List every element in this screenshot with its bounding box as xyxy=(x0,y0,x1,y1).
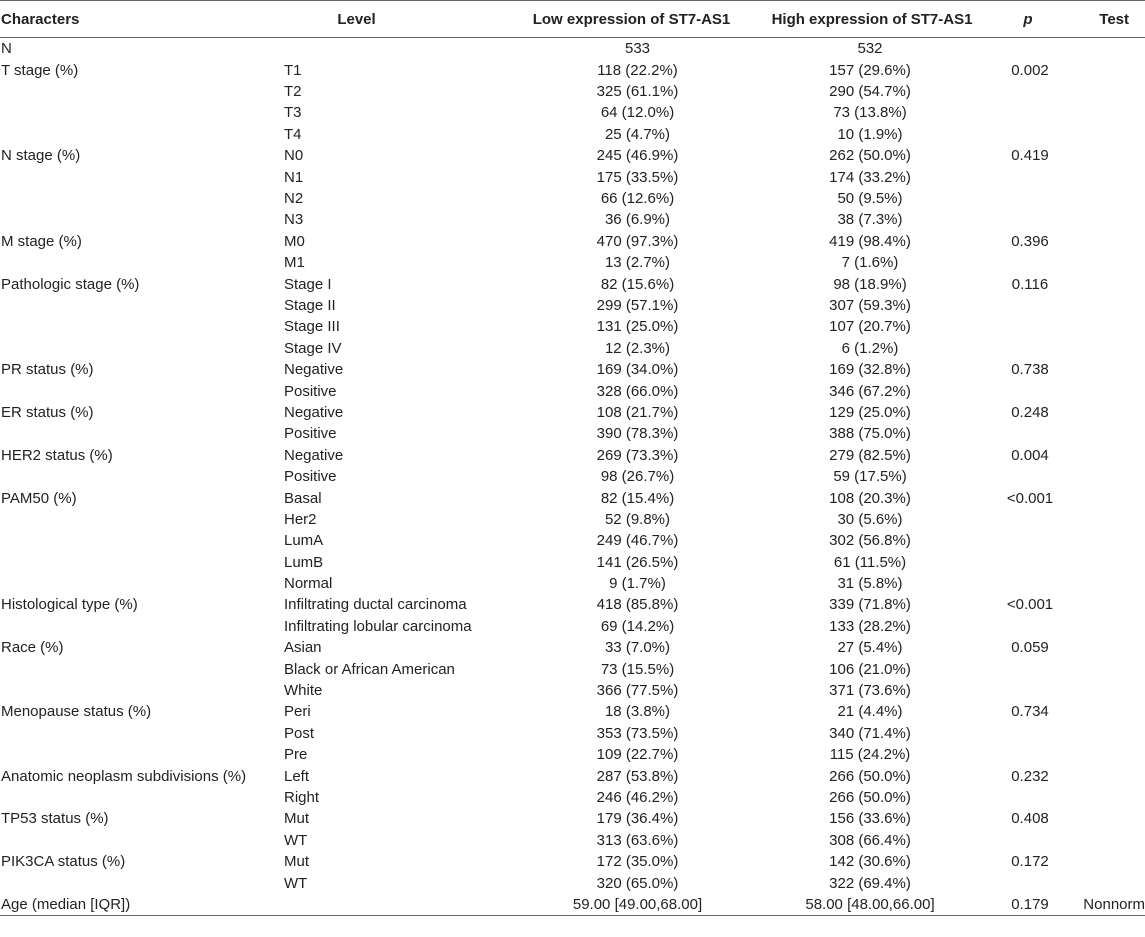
cell-level: M0 xyxy=(284,232,305,250)
cell-characters xyxy=(0,295,283,316)
cell-level: Stage II xyxy=(284,296,336,314)
cell-level: LumB xyxy=(284,553,324,571)
cell-p-value: 0.004 xyxy=(1011,446,1049,464)
cell-characters: HER2 status (%) xyxy=(1,446,113,464)
cell-low-expression: 533 xyxy=(624,40,651,58)
cell-p-value xyxy=(987,316,1069,337)
cell-test xyxy=(1069,124,1145,145)
cell-p-value xyxy=(987,209,1069,230)
cell-test xyxy=(1069,402,1145,423)
table-row xyxy=(0,701,1145,722)
cell-test xyxy=(1069,209,1145,230)
cell-characters xyxy=(0,124,283,145)
cell-characters: M stage (%) xyxy=(1,232,82,250)
table-row xyxy=(0,765,1145,786)
cell-p-value xyxy=(987,551,1069,572)
cell-test xyxy=(1069,102,1145,123)
cell-test xyxy=(1069,466,1145,487)
table-row xyxy=(0,594,1145,615)
cell-level: Negative xyxy=(284,403,344,421)
table-row xyxy=(0,124,1145,145)
cell-high-expression: 10 (1.9%) xyxy=(837,125,903,143)
cell-level: Pre xyxy=(284,746,308,764)
cell-level: Normal xyxy=(284,575,333,593)
cell-level: Positive xyxy=(284,382,337,400)
cell-level: Infiltrating ductal carcinoma xyxy=(284,596,467,614)
table-row xyxy=(0,509,1145,530)
cell-test xyxy=(1069,188,1145,209)
cell-high-expression: 156 (33.6%) xyxy=(829,810,911,828)
cell-low-expression: 299 (57.1%) xyxy=(596,296,679,314)
cell-test xyxy=(1069,701,1145,722)
cell-high-expression: 307 (59.3%) xyxy=(829,296,911,314)
cell-low-expression: 287 (53.8%) xyxy=(596,767,679,785)
cell-test xyxy=(1069,38,1145,60)
cell-level: WT xyxy=(284,874,308,892)
cell-test xyxy=(1069,851,1145,872)
table-row xyxy=(0,787,1145,808)
cell-test xyxy=(1069,252,1145,273)
cell-test xyxy=(1069,830,1145,851)
cell-test xyxy=(1069,616,1145,637)
cell-low-expression: 175 (33.5%) xyxy=(596,168,679,186)
table-row xyxy=(0,209,1145,230)
cell-low-expression: 118 (22.2%) xyxy=(597,61,678,79)
cell-level: N1 xyxy=(284,168,304,186)
cell-test xyxy=(1069,81,1145,102)
table-row xyxy=(0,380,1145,401)
cell-test xyxy=(1069,145,1145,166)
cell-characters xyxy=(0,423,283,444)
table-row xyxy=(0,102,1145,123)
cell-p-value: 0.419 xyxy=(1011,147,1049,165)
cell-low-expression: 13 (2.7%) xyxy=(604,254,671,272)
cell-low-expression: 109 (22.7%) xyxy=(596,746,679,764)
cell-p-value xyxy=(987,872,1069,893)
cell-level: Mut xyxy=(284,853,310,871)
cell-high-expression: 371 (73.6%) xyxy=(829,682,911,700)
cell-high-expression: 106 (21.0%) xyxy=(829,660,911,678)
cell-p-value xyxy=(987,830,1069,851)
cell-characters xyxy=(0,573,283,594)
table-row xyxy=(0,38,1145,60)
cell-low-expression: 179 (36.4%) xyxy=(596,810,679,828)
cell-p-value: 0.232 xyxy=(1011,767,1049,785)
table-row xyxy=(0,872,1145,893)
cell-p-value: 0.738 xyxy=(1011,361,1049,379)
table-row xyxy=(0,551,1145,572)
cell-p-value: 0.179 xyxy=(987,894,1069,916)
cell-p-value xyxy=(987,680,1069,701)
cell-p-value xyxy=(987,38,1069,60)
cell-p-value xyxy=(987,530,1069,551)
cell-characters: Anatomic neoplasm subdivisions (%) xyxy=(1,767,247,785)
table-row xyxy=(0,316,1145,337)
cell-test xyxy=(1069,530,1145,551)
table-row xyxy=(0,723,1145,744)
table-row xyxy=(0,359,1145,380)
cell-low-expression: 169 (34.0%) xyxy=(596,361,679,379)
header-test: Test xyxy=(1069,1,1145,38)
cell-test xyxy=(1069,487,1145,508)
cell-characters xyxy=(0,252,283,273)
cell-characters xyxy=(0,380,283,401)
cell-high-expression: 262 (50.0%) xyxy=(829,147,911,165)
cell-low-expression: 82 (15.4%) xyxy=(600,489,675,507)
cell-test xyxy=(1069,316,1145,337)
cell-characters xyxy=(0,744,283,765)
header-characters: Characters xyxy=(0,1,283,38)
cell-test xyxy=(1069,787,1145,808)
cell-characters xyxy=(0,188,283,209)
cell-test xyxy=(1069,380,1145,401)
cell-characters xyxy=(0,551,283,572)
cell-test xyxy=(1069,680,1145,701)
cell-high-expression: 30 (5.6%) xyxy=(837,510,903,528)
cell-low-expression: 12 (2.3%) xyxy=(604,339,671,357)
cell-p-value: <0.001 xyxy=(1006,489,1054,507)
cell-high-expression: 322 (69.4%) xyxy=(829,874,911,892)
cell-test xyxy=(1069,744,1145,765)
cell-p-value xyxy=(987,466,1069,487)
cell-characters xyxy=(0,466,283,487)
cell-characters xyxy=(0,81,283,102)
table-row xyxy=(0,445,1145,466)
cell-characters xyxy=(0,723,283,744)
cell-test xyxy=(1069,808,1145,829)
cell-level: T4 xyxy=(284,125,302,143)
cell-level: Negative xyxy=(284,446,344,464)
cell-p-value xyxy=(987,616,1069,637)
cell-level: White xyxy=(284,682,323,700)
cell-high-expression: 31 (5.8%) xyxy=(837,575,903,593)
cell-low-expression: 52 (9.8%) xyxy=(604,510,671,528)
cell-p-value xyxy=(987,295,1069,316)
cell-high-expression: 98 (18.9%) xyxy=(833,275,907,293)
cell-high-expression: 339 (71.8%) xyxy=(829,596,911,614)
cell-high-expression: 7 (1.6%) xyxy=(841,254,899,272)
table-row xyxy=(0,145,1145,166)
cell-p-value xyxy=(987,423,1069,444)
cell-high-expression: 61 (11.5%) xyxy=(833,553,907,571)
table-row xyxy=(0,338,1145,359)
cell-low-expression: 108 (21.7%) xyxy=(596,403,679,421)
cell-test xyxy=(1069,359,1145,380)
cell-low-expression: 66 (12.6%) xyxy=(600,190,675,208)
cell-characters xyxy=(0,787,283,808)
cell-p-value: 0.059 xyxy=(1011,639,1049,657)
table-row xyxy=(0,573,1145,594)
cell-level: Black or African American xyxy=(284,660,455,678)
table-row xyxy=(0,830,1145,851)
header-row xyxy=(0,1,1145,38)
header-low-expression: Low expression of ST7-AS1 xyxy=(506,1,757,38)
cell-level: Basal xyxy=(284,489,322,507)
cell-low-expression: 366 (77.5%) xyxy=(596,682,679,700)
cell-high-expression: 50 (9.5%) xyxy=(837,190,903,208)
cell-low-expression: 325 (61.1%) xyxy=(596,83,679,101)
header-p-value: p xyxy=(987,1,1069,38)
cell-level: N2 xyxy=(284,190,304,208)
cell-characters xyxy=(0,338,283,359)
cell-test xyxy=(1069,637,1145,658)
cell-characters: T stage (%) xyxy=(1,61,79,79)
cell-p-value xyxy=(987,787,1069,808)
cell-high-expression: 27 (5.4%) xyxy=(837,639,903,657)
cell-characters: ER status (%) xyxy=(1,403,94,421)
cell-level: Peri xyxy=(284,703,311,721)
cell-test: Nonnorm xyxy=(1069,894,1145,916)
cell-low-expression: 9 (1.7%) xyxy=(609,575,666,593)
cell-low-expression: 141 (26.5%) xyxy=(596,553,679,571)
cell-characters xyxy=(0,530,283,551)
cell-level: Mut xyxy=(284,810,310,828)
cell-high-expression: 388 (75.0%) xyxy=(829,425,911,443)
cell-test xyxy=(1069,723,1145,744)
cell-low-expression: 353 (73.5%) xyxy=(596,724,679,742)
cell-high-expression: 532 xyxy=(857,40,883,58)
cell-characters xyxy=(0,209,283,230)
cell-characters xyxy=(0,316,283,337)
cell-high-expression: 58.00 [48.00,66.00] xyxy=(757,894,987,916)
cell-characters xyxy=(0,830,283,851)
cell-high-expression: 21 (4.4%) xyxy=(837,703,903,721)
cell-p-value: 0.408 xyxy=(1011,810,1049,828)
cell-high-expression: 266 (50.0%) xyxy=(829,788,911,806)
cell-p-value: 0.248 xyxy=(1011,403,1049,421)
cell-characters: TP53 status (%) xyxy=(1,810,109,828)
table-row xyxy=(0,188,1145,209)
cell-characters: Histological type (%) xyxy=(1,596,138,614)
cell-level: Infiltrating lobular carcinoma xyxy=(284,617,472,635)
cell-characters xyxy=(0,102,283,123)
cell-low-expression: 172 (35.0%) xyxy=(596,853,679,871)
cell-test xyxy=(1069,509,1145,530)
cell-characters: Race (%) xyxy=(1,639,64,657)
cell-low-expression: 36 (6.9%) xyxy=(604,211,671,229)
table-header xyxy=(0,1,1145,38)
cell-high-expression: 279 (82.5%) xyxy=(829,446,911,464)
cell-low-expression: 313 (63.6%) xyxy=(596,831,679,849)
cell-p-value: 0.002 xyxy=(1011,61,1049,79)
cell-test xyxy=(1069,551,1145,572)
cell-p-value xyxy=(987,166,1069,187)
cell-low-expression: 328 (66.0%) xyxy=(596,382,679,400)
cell-high-expression: 73 (13.8%) xyxy=(833,104,907,122)
cell-high-expression: 38 (7.3%) xyxy=(837,211,903,229)
cell-high-expression: 59 (17.5%) xyxy=(833,468,907,486)
table-row xyxy=(0,252,1145,273)
cell-high-expression: 6 (1.2%) xyxy=(841,339,899,357)
table-row xyxy=(0,487,1145,508)
cell-p-value xyxy=(987,658,1069,679)
cell-level: Right xyxy=(284,788,320,806)
cell-level: Her2 xyxy=(284,510,317,528)
cell-low-expression: 25 (4.7%) xyxy=(604,125,671,143)
cell-level: T3 xyxy=(284,104,302,122)
cell-level: M1 xyxy=(284,254,305,272)
cell-level: Post xyxy=(284,724,315,742)
table-row xyxy=(0,60,1145,81)
table-row xyxy=(0,423,1145,444)
cell-level: Stage I xyxy=(284,275,332,293)
cell-characters: N xyxy=(1,40,12,58)
cell-high-expression: 266 (50.0%) xyxy=(829,767,911,785)
cell-level xyxy=(283,38,506,60)
table-row xyxy=(0,530,1145,551)
table-row xyxy=(0,231,1145,252)
cell-low-expression: 98 (26.7%) xyxy=(600,468,675,486)
cell-level: WT xyxy=(284,831,308,849)
cell-p-value: <0.001 xyxy=(1006,596,1054,614)
cell-test xyxy=(1069,445,1145,466)
cell-level: N0 xyxy=(284,147,304,165)
cell-test xyxy=(1069,295,1145,316)
cell-high-expression: 169 (32.8%) xyxy=(829,361,911,379)
cell-high-expression: 308 (66.4%) xyxy=(829,831,911,849)
cell-characters xyxy=(0,680,283,701)
cell-level: Stage IV xyxy=(284,339,342,357)
cell-low-expression: 269 (73.3%) xyxy=(596,446,679,464)
cell-level: Asian xyxy=(284,639,322,657)
cell-characters: PIK3CA status (%) xyxy=(1,853,126,871)
cell-characters xyxy=(0,616,283,637)
cell-level: Stage III xyxy=(284,318,340,336)
cell-level: Negative xyxy=(284,361,344,379)
cell-low-expression: 33 (7.0%) xyxy=(604,639,671,657)
cell-test xyxy=(1069,423,1145,444)
cell-p-value xyxy=(987,188,1069,209)
cell-level: Left xyxy=(284,767,310,785)
table-row xyxy=(0,744,1145,765)
cell-low-expression: 131 (25.0%) xyxy=(596,318,679,336)
cell-low-expression: 418 (85.8%) xyxy=(596,596,679,614)
cell-test xyxy=(1069,338,1145,359)
cell-level: Positive xyxy=(284,468,337,486)
cell-high-expression: 133 (28.2%) xyxy=(829,617,911,635)
cell-p-value xyxy=(987,252,1069,273)
cell-high-expression: 302 (56.8%) xyxy=(829,532,911,550)
cell-low-expression: 18 (3.8%) xyxy=(604,703,671,721)
cell-test xyxy=(1069,658,1145,679)
table-row xyxy=(0,808,1145,829)
table-row xyxy=(0,851,1145,872)
cell-characters xyxy=(0,658,283,679)
table-row xyxy=(0,166,1145,187)
cell-p-value xyxy=(987,723,1069,744)
table-row xyxy=(0,402,1145,423)
cell-low-expression: 249 (46.7%) xyxy=(596,532,679,550)
cell-high-expression: 142 (30.6%) xyxy=(829,853,911,871)
cell-low-expression: 69 (14.2%) xyxy=(600,617,675,635)
cell-characters: PR status (%) xyxy=(1,361,94,379)
cell-p-value: 0.734 xyxy=(1011,703,1049,721)
cell-test xyxy=(1069,231,1145,252)
cell-low-expression: 246 (46.2%) xyxy=(596,788,679,806)
table-row xyxy=(0,894,1145,916)
cell-low-expression: 320 (65.0%) xyxy=(596,874,679,892)
cell-characters xyxy=(0,509,283,530)
cell-p-value xyxy=(987,338,1069,359)
cell-p-value xyxy=(987,102,1069,123)
header-level: Level xyxy=(283,1,506,38)
cell-low-expression: 73 (15.5%) xyxy=(600,660,675,678)
cell-p-value xyxy=(987,380,1069,401)
cell-level: T1 xyxy=(284,61,302,79)
cell-low-expression: 64 (12.0%) xyxy=(600,104,675,122)
table-body xyxy=(0,38,1145,916)
cell-high-expression: 107 (20.7%) xyxy=(829,318,911,336)
table-row xyxy=(0,637,1145,658)
cell-low-expression: 470 (97.3%) xyxy=(596,232,679,250)
cell-high-expression: 290 (54.7%) xyxy=(829,83,911,101)
cell-level xyxy=(283,894,506,916)
cell-test xyxy=(1069,872,1145,893)
cell-p-value xyxy=(987,81,1069,102)
cell-high-expression: 157 (29.6%) xyxy=(829,61,911,79)
cell-characters: N stage (%) xyxy=(1,147,81,165)
cell-high-expression: 346 (67.2%) xyxy=(829,382,911,400)
cell-level: Positive xyxy=(284,425,337,443)
cell-test xyxy=(1069,166,1145,187)
cell-p-value: 0.172 xyxy=(1011,853,1049,871)
header-high-expression: High expression of ST7-AS1 xyxy=(757,1,987,38)
cell-level: N3 xyxy=(284,211,304,229)
cell-characters: Pathologic stage (%) xyxy=(1,275,140,293)
cell-low-expression: 245 (46.9%) xyxy=(596,147,679,165)
cell-high-expression: 115 (24.2%) xyxy=(829,746,911,764)
cell-low-expression: 82 (15.6%) xyxy=(600,275,675,293)
cell-p-value xyxy=(987,573,1069,594)
table-row xyxy=(0,680,1145,701)
cell-test xyxy=(1069,573,1145,594)
cell-p-value: 0.396 xyxy=(1011,232,1049,250)
cell-high-expression: 129 (25.0%) xyxy=(829,403,911,421)
cell-high-expression: 174 (33.2%) xyxy=(829,168,911,186)
cell-p-value xyxy=(987,509,1069,530)
cell-low-expression: 59.00 [49.00,68.00] xyxy=(506,894,757,916)
cell-p-value xyxy=(987,124,1069,145)
cell-characters: Menopause status (%) xyxy=(1,703,152,721)
cell-test xyxy=(1069,60,1145,81)
cell-level: LumA xyxy=(284,532,324,550)
table-row xyxy=(0,616,1145,637)
cell-low-expression: 390 (78.3%) xyxy=(596,425,679,443)
table-row xyxy=(0,81,1145,102)
cell-high-expression: 340 (71.4%) xyxy=(829,724,911,742)
table-row xyxy=(0,658,1145,679)
cell-level: T2 xyxy=(284,83,302,101)
cell-test xyxy=(1069,273,1145,294)
cell-high-expression: 108 (20.3%) xyxy=(829,489,911,507)
cell-high-expression: 419 (98.4%) xyxy=(829,232,911,250)
cell-test xyxy=(1069,594,1145,615)
cell-characters: PAM50 (%) xyxy=(1,489,77,507)
cell-test xyxy=(1069,765,1145,786)
table-row xyxy=(0,466,1145,487)
cell-characters xyxy=(0,166,283,187)
cell-p-value xyxy=(987,744,1069,765)
table-row xyxy=(0,273,1145,294)
cell-characters: Age (median [IQR]) xyxy=(0,894,283,916)
cell-characters xyxy=(0,872,283,893)
cell-p-value: 0.116 xyxy=(1011,275,1049,293)
table-row xyxy=(0,295,1145,316)
